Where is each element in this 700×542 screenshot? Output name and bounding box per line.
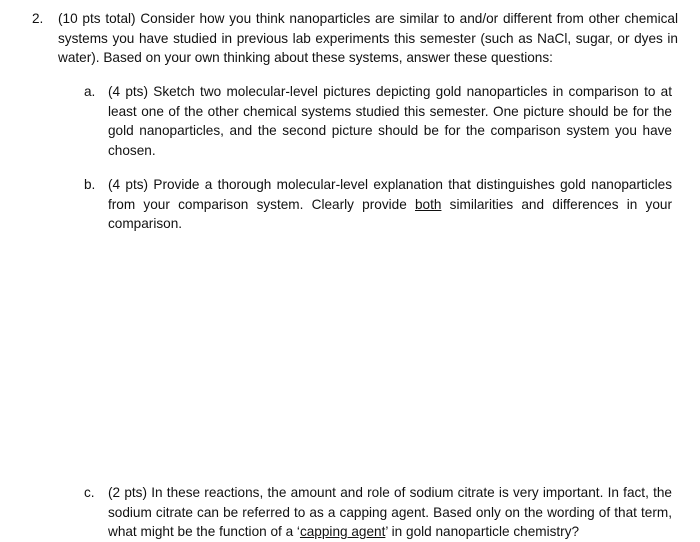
part-c-text-after: ’ in gold nanoparticle chemistry? (385, 524, 580, 539)
part-a-text: (4 pts) Sketch two molecular-level pictures depicting gold nanoparticles in comparison to at least one of the other chemical systems studied this semester. One picture should be for the gold nanoparticles, and the second picture should be for the comparison system you have chosen. (108, 84, 672, 158)
part-c (84, 483, 672, 542)
part-c-underlined-term: capping agent (299, 524, 386, 539)
part-c-text (108, 483, 672, 542)
part-c-letter: c. (84, 485, 95, 500)
part-a (84, 82, 672, 160)
question-2 (32, 9, 678, 68)
part-b-text-before: (4 pts) Provide a thorough molecular-level explanation that distinguishes gold nanoparticles from your comparison system. Clearly provide (108, 177, 672, 212)
part-b (84, 175, 672, 234)
part-b-text-after: similarities and differences in your comparison. (108, 196, 672, 231)
part-a-letter: a. (84, 84, 96, 99)
part-b-underlined-word: both (414, 196, 442, 212)
question-number: 2. (32, 11, 44, 26)
part-c-text-before: (2 pts) In these reactions, the amount and role of sodium citrate is very important. In fact, the sodium citrate can be referred to as a capping agent. Based only on the wording of that term, what might be the function of a ‘ (108, 485, 672, 539)
part-b-letter: b. (84, 177, 96, 192)
part-b-text (108, 175, 672, 234)
question-prompt: (10 pts total) Consider how you think nanoparticles are similar to and/or different from other chemical systems you have studied in previous lab experiments this semester (such as NaCl, sugar, or dyes in water). Based on your own thinking about these systems, answer these questions: (58, 11, 678, 65)
